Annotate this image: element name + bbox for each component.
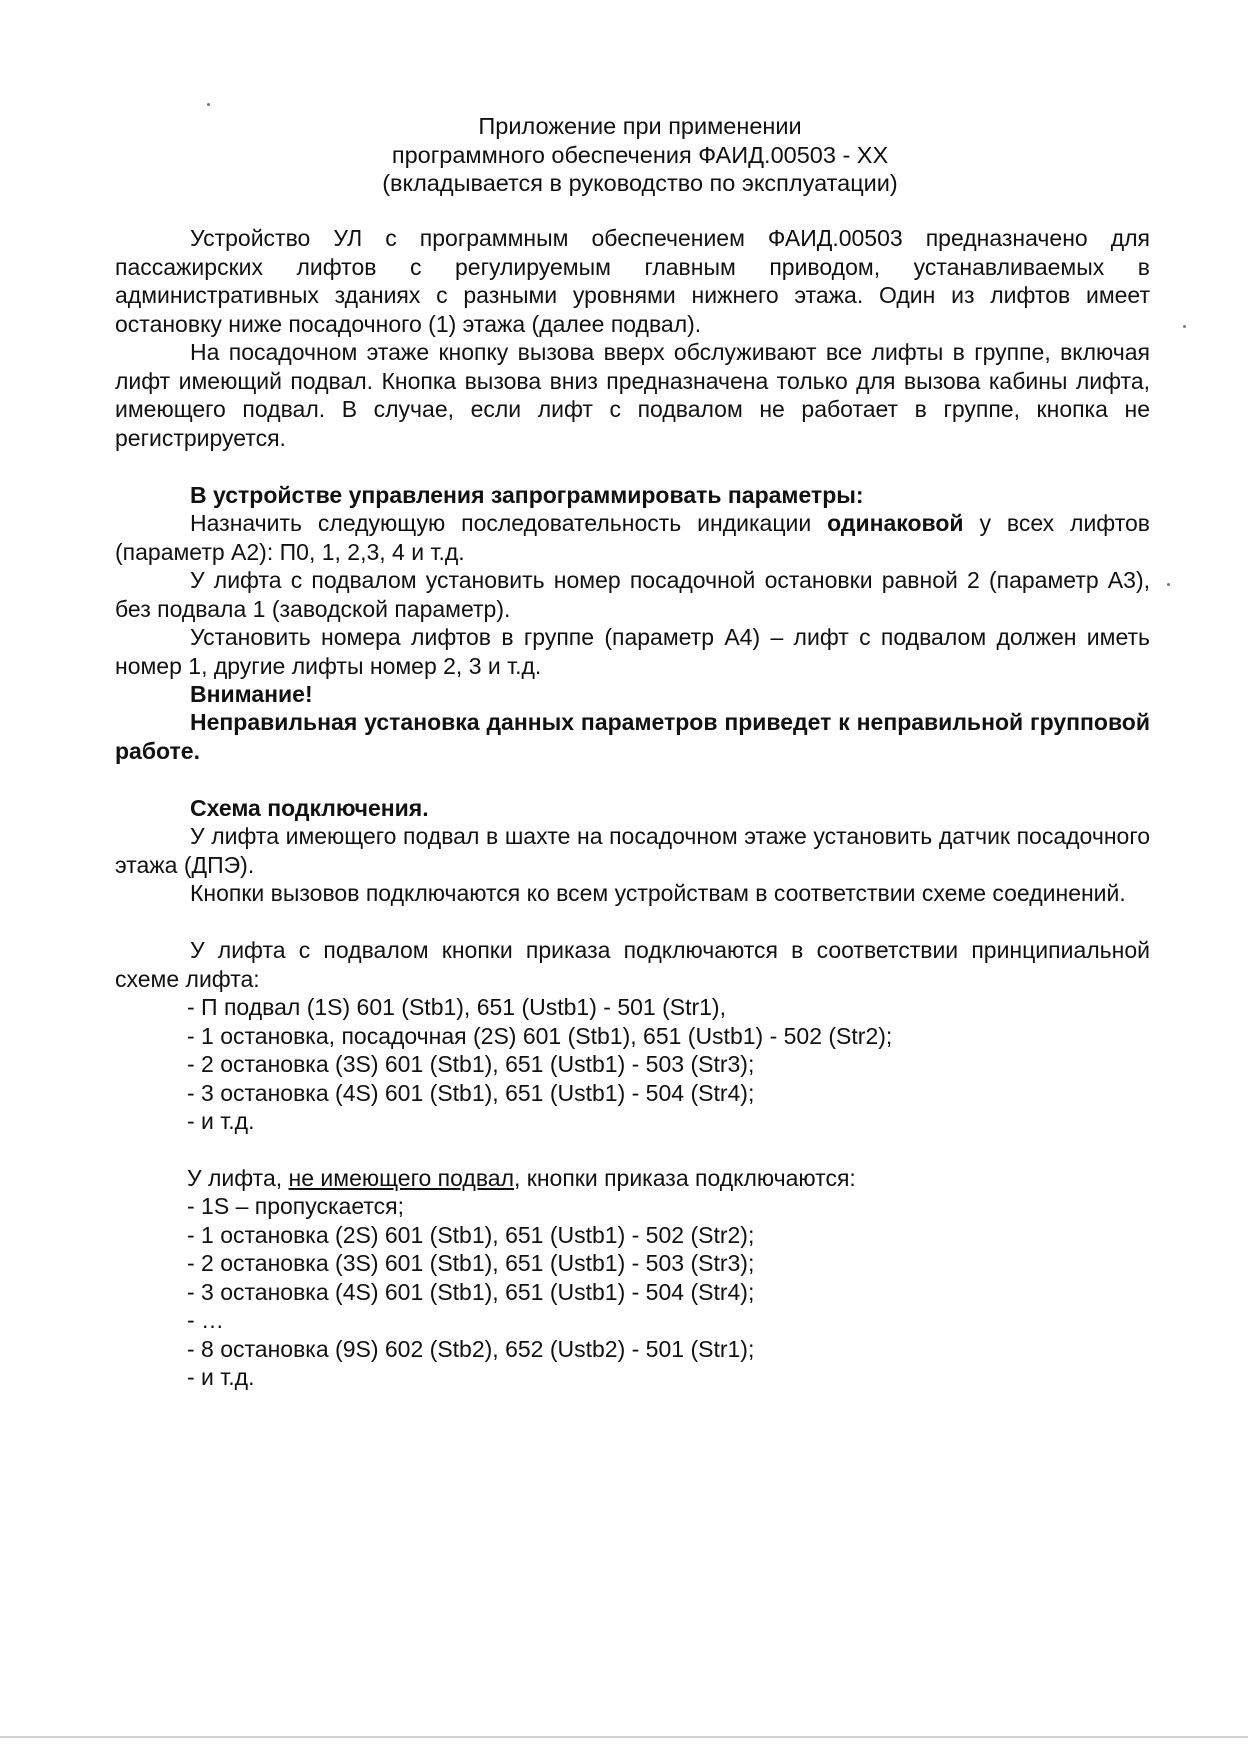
intro-paragraph-1: Устройство УЛ с программным обеспечением ФАИД.00503 предназначено для пассажирских лифтов с регулируемым главным приводом, устанавливаемых в административных зданиях с разными уровнями нижнего этажа. Один из лифтов имеет остановку ниже посадочного (1) этажа (далее подвал). bbox=[115, 225, 1150, 337]
list-item: - и т.д. bbox=[187, 1364, 255, 1390]
no-basement-text-end: , кнопки приказа подключаются: bbox=[514, 1165, 856, 1191]
list-item: - П подвал (1S) 601 (Stb1), 651 (Ustb1) - 501 (Str1), bbox=[187, 994, 726, 1020]
scheme-paragraph-3: У лифта с подвалом кнопки приказа подключаются в соответствии принципиальной схеме лифта: bbox=[115, 937, 1150, 992]
title-line-3: (вкладывается в руководство по эксплуатации) bbox=[382, 170, 898, 196]
no-basement-lift-list bbox=[187, 1192, 1087, 1392]
list-item: - и т.д. bbox=[187, 1108, 255, 1134]
scan-speck bbox=[1183, 325, 1186, 328]
document-title bbox=[0, 112, 1248, 198]
title-line-2: программного обеспечения ФАИД.00503 - ХХ bbox=[391, 141, 889, 168]
attention-label: Внимание! bbox=[190, 681, 313, 707]
list-item: - 1 остановка (2S) 601 (Stb1), 651 (Ustb1) - 502 (Str2); bbox=[187, 1221, 755, 1248]
list-item: - 3 остановка (4S) 601 (Stb1), 651 (Ustb1) - 504 (Str4); bbox=[187, 1278, 755, 1305]
list-item: - … bbox=[187, 1307, 225, 1333]
list-item: - 1 остановка, посадочная (2S) 601 (Stb1), 651 (Ustb1) - 502 (Str2); bbox=[187, 1022, 893, 1049]
list-item: - 1S – пропускается; bbox=[187, 1193, 404, 1219]
params-paragraph-1 bbox=[115, 509, 1150, 566]
no-basement-underlined: не имеющего подвал bbox=[288, 1165, 514, 1191]
basement-lift-list bbox=[187, 993, 1087, 1136]
list-item: - 2 остановка (3S) 601 (Stb1), 651 (Ustb1) - 503 (Str3); bbox=[187, 1250, 755, 1276]
params-p1-bold: одинаковой bbox=[827, 510, 964, 536]
scheme-heading: Схема подключения. bbox=[190, 795, 429, 821]
list-item: - 3 остановка (4S) 601 (Stb1), 651 (Ustb1) - 504 (Str4); bbox=[187, 1079, 755, 1106]
intro-paragraph-2: На посадочном этаже кнопку вызова вверх обслуживают все лифты в группе, включая лифт имеющий подвал. Кнопка вызова вниз предназначена только для вызова кабины лифта, имеющего подвал. В случае, если лифт с подвалом не работает в группе, кнопка не регистрируется. bbox=[115, 339, 1150, 451]
params-p1-text: Назначить следующую последовательность индикации bbox=[190, 510, 828, 536]
title-line-1: Приложение при применении bbox=[478, 113, 802, 139]
params-paragraph-2: У лифта с подвалом установить номер посадочной остановки равной 2 (параметр А3), без подвала 1 (заводской параметр). bbox=[115, 567, 1150, 622]
scan-speck bbox=[1167, 583, 1170, 586]
params-heading: В устройстве управления запрограммировать параметры: bbox=[190, 482, 864, 508]
no-basement-text: У лифта, bbox=[187, 1165, 289, 1191]
params-p1-text-end: у всех лифтов (параметр А2): П0, 1, 2,3, 4 и т.д. bbox=[115, 510, 1151, 565]
warning-text: Неправильная установка данных параметров приведет к неправильной групповой работе. bbox=[115, 709, 1150, 764]
scheme-paragraph-1: У лифта имеющего подвал в шахте на посадочном этаже установить датчик посадочного этажа (ДПЭ). bbox=[115, 823, 1150, 878]
no-basement-intro bbox=[187, 1164, 1222, 1193]
scan-speck bbox=[207, 103, 210, 106]
list-item: - 8 остановка (9S) 602 (Stb2), 652 (Ustb2) - 501 (Str1); bbox=[187, 1335, 755, 1362]
scheme-paragraph-2: Кнопки вызовов подключаются ко всем устройствам в соответствии схеме соединений. bbox=[190, 880, 1126, 906]
params-paragraph-3: Установить номера лифтов в группе (параметр А4) – лифт с подвалом должен иметь номер 1, другие лифты номер 2, 3 и т.д. bbox=[115, 624, 1150, 679]
scan-bottom-edge bbox=[0, 1736, 1248, 1738]
list-item: - 2 остановка (3S) 601 (Stb1), 651 (Ustb1) - 503 (Str3); bbox=[187, 1051, 755, 1077]
